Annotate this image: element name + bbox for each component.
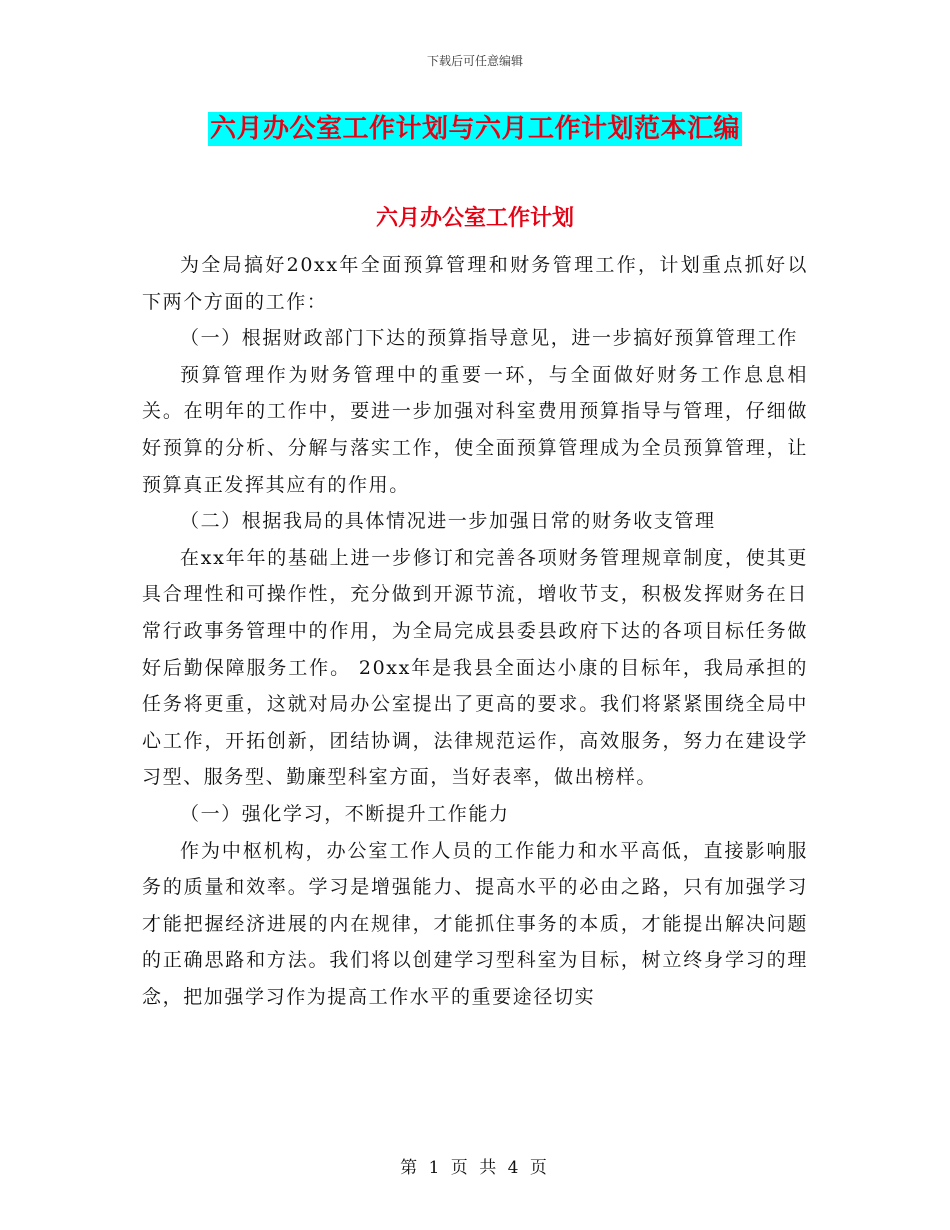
header-note: 下载后可任意编辑 <box>426 54 523 68</box>
paragraph: 预算管理作为财务管理中的重要一环，与全面做好财务工作息息相关。在明年的工作中，要进一步加强对科室费用预算指导与管理，仔细做好预算的分析、分解与落实工作，使全面预算管理成为全员预算管理，让预算真正发挥其应有的作用。 <box>142 363 808 496</box>
paragraph: 为全局搞好20xx年全面预算管理和财务管理工作，计划重点抓好以下两个方面的工作： <box>142 254 808 313</box>
paragraph: （一）强化学习，不断提升工作能力 <box>180 802 510 825</box>
paragraph: （一）根据财政部门下达的预算指导意见，进一步搞好预算管理工作 <box>180 327 799 350</box>
section-title: 六月办公室工作计划 <box>375 205 574 231</box>
page-number-footer: 第 1 页 共 4 页 <box>400 1158 550 1178</box>
main-title: 六月办公室工作计划与六月工作计划范本汇编 <box>209 114 740 144</box>
document-body <box>142 247 808 1015</box>
paragraph: （二）根据我局的具体情况进一步加强日常的财务收支管理 <box>180 510 716 533</box>
paragraph: 在xx年年的基础上进一步修订和完善各项财务管理规章制度，使其更具合理性和可操作性，充分做到开源节流，增收节支，积极发挥财务在日常行政事务管理中的作用，为全局完成县委县政府下达的各项目标任务做好后勤保障服务工作。 20xx年是我县全面达小康的目标年，我局承担的任务将更重，这就对局办公室提出了更高的要求。我们将紧紧围绕全局中心工作，开拓创新，团结协调，法律规范运作，高效服务，努力在建设学习型、服务型、勤廉型科室方面，当好表率，做出榜样。 <box>142 546 808 789</box>
main-title-container <box>0 112 950 146</box>
paragraph: 作为中枢机构，办公室工作人员的工作能力和水平高低，直接影响服务的质量和效率。学习是增强能力、提高水平的必由之路，只有加强学习才能把握经济进展的内在规律，才能抓住事务的本质，才能提出解决问题的正确思路和方法。我们将以创建学习型科室为目标，树立终身学习的理念，把加强学习作为提高工作水平的重要途径切实 <box>142 839 808 1008</box>
